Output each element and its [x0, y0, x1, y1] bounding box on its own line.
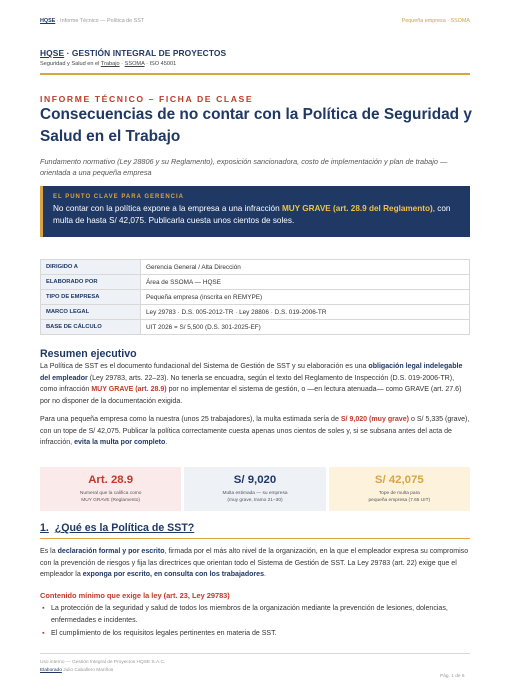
key-point-text [53, 203, 460, 227]
requirements-list [40, 603, 472, 642]
meta-table [40, 259, 470, 335]
table-row [41, 305, 470, 320]
brand-block [40, 48, 470, 67]
key-point-label: EL PUNTO CLAVE PARA GERENCIA [53, 194, 185, 200]
stat-value: Art. 28.9 [88, 474, 134, 486]
section-rule [40, 538, 470, 539]
bullet-marker: ▪ [42, 605, 45, 612]
footer-author-label: Elaborado [40, 668, 62, 673]
stat-card-cap [329, 467, 470, 511]
doc-subtitle: Fundamento normativo (Ley 28806 y su Reglamento), exposición sancionadora, costo de implementación y plan de trabajo — orientada a una pequeña empresa [40, 157, 448, 177]
section-1-subheading: Contenido mínimo que exige la ley (art. 23, Ley 29783) [40, 591, 230, 600]
meta-value: UIT 2026 = S/ 5,500 (D.S. 301-2025-EF) [141, 320, 470, 335]
section-1-heading [40, 522, 194, 534]
brand-prefix: HQSE [40, 48, 65, 58]
brand-sub-link2[interactable]: SSOMA [124, 61, 145, 67]
summary-paragraph-2 [40, 414, 472, 449]
text-run-red: S/ 9,020 (muy grave) [340, 416, 409, 423]
stat-caption [184, 490, 325, 504]
list-item [40, 628, 472, 640]
section-1-paragraph [40, 546, 472, 581]
text-run-bold: declaración formal y por escrito [57, 548, 165, 555]
list-item-text: El cumplimiento de los requisitos legales pertinentes en materia de SST. [51, 630, 277, 638]
stat-caption [40, 490, 181, 504]
stat-card-article [40, 467, 181, 511]
footer [40, 659, 165, 675]
brand-sub-mid: · [119, 61, 125, 67]
text-run: (Ley 29783, arts. 22–23). No tenerla se encuadra, según el texto del Reglamento de Inspección (D.S. 019-2006-TR), como infracción [40, 374, 455, 394]
meta-value: Gerencia General / Alta Dirección [141, 260, 470, 275]
list-item [40, 603, 472, 626]
meta-key: ELABORADO POR [41, 275, 141, 290]
brand-sep: · [64, 48, 72, 58]
text-run-red: MUY GRAVE (art. 28.9) [91, 386, 167, 394]
key-point-t2: , con multa de hasta S/ 42,075. Publicarla cuesta unos cientos de soles. [53, 204, 451, 225]
running-header-doc: · Informe Técnico — Política de SST [55, 18, 145, 24]
meta-key: TIPO DE EMPRESA [41, 290, 141, 305]
table-row [41, 290, 470, 305]
text-run: Es la [40, 548, 58, 555]
stat-value: S/ 42,075 [374, 474, 424, 486]
text-run: o S/ 5,335 (grave), con un tope de S/ 42,075. Publicar la política correctamente cuesta apenas unos cientos de soles y, si se subsana antes del acta de infracción, [40, 416, 470, 447]
running-header-left [40, 18, 144, 24]
brand-title [40, 48, 470, 58]
key-point-highlight: MUY GRAVE (art. 28.9 del Reglamento) [281, 204, 433, 213]
page-number: Pág. 1 de 6 [440, 674, 465, 679]
table-row [41, 320, 470, 335]
key-point-box [40, 186, 470, 237]
brand-subtitle [40, 61, 470, 67]
brand-name: GESTIÓN INTEGRAL DE PROYECTOS [71, 48, 227, 58]
table-row [41, 260, 470, 275]
text-run: . [165, 439, 168, 447]
section-title: ¿Qué es la Política de SST? [54, 522, 195, 534]
brand-sub-a: Seguridad y Salud en el [40, 61, 101, 67]
text-run: Para una pequeña empresa como la nuestra (unos 25 trabajadores), la multa estimada sería de [40, 416, 341, 423]
doc-title: Consecuencias de no contar con la Política de Seguridad y Salud en el Trabajo [40, 106, 472, 145]
running-header-right: Pequeña empresa · SSOMA [401, 18, 470, 24]
meta-value: Pequeña empresa (inscrita en REMYPE) [141, 290, 470, 305]
doc-kicker: INFORME TÉCNICO – FICHA DE CLASE [40, 94, 254, 104]
key-point-t1: No contar con la política expone a la empresa a una infracción [53, 204, 282, 213]
table-row [41, 275, 470, 290]
meta-value: Ley 29783 · D.S. 005-2012-TR · Ley 28806 · D.S. 019-2006-TR [141, 305, 470, 320]
meta-value: Área de SSOMA — HQSE [141, 275, 470, 290]
footer-author-name: Julio Caballero Mariños [61, 668, 114, 673]
caption-line: (muy grave, tramo 21–30) [227, 498, 283, 503]
stat-cards [40, 467, 470, 511]
stat-caption [329, 490, 470, 504]
stat-value: S/ 9,020 [233, 474, 277, 486]
text-run: La Política de SST es el documento fundacional del Sistema de Gestión de SST y su elaboración es una [40, 363, 369, 370]
caption-line: pequeña empresa (7.65 UIT) [368, 498, 431, 503]
section-number: 1. [40, 522, 49, 534]
list-item-text: La protección de la seguridad y salud de todos los miembros de la organización mediante la prevención de lesiones, dolencias, enfermedades e incidentes. [51, 605, 448, 624]
brand-sub-end: · ISO 45001 [144, 61, 177, 67]
text-run: , firmada por el más alto nivel de la organización, en la que el empleador expresa su compromiso con la prevención de riesgos y fija las directrices que orientan todo el Sistema de Gestión de SST. La Ley 29783 (art. 22) exige que el empleador la [40, 548, 469, 579]
meta-key: BASE DE CÁLCULO [41, 320, 141, 335]
text-run-bold: evita la multa por completo [74, 439, 166, 447]
header-rule [40, 73, 470, 75]
text-run: por no implementar el sistema de gestión, o —en lectura atenuada— como GRAVE (art. 27.6) por no disponer de la documentación exigida. [40, 386, 462, 406]
footer-author [40, 667, 165, 675]
caption-line: MUY GRAVE (Reglamento) [81, 498, 141, 503]
bullet-marker: ▪ [42, 630, 45, 638]
meta-key: MARCO LEGAL [41, 305, 141, 320]
stat-card-fine [184, 467, 325, 511]
text-run: . [264, 571, 266, 579]
summary-heading: Resumen ejecutivo [40, 348, 137, 360]
caption-line: Multa estimada — su empresa [222, 491, 288, 496]
footer-line: Uso interno — Gestión Integral de Proyectos HQSE S.A.C. [40, 660, 166, 665]
summary-paragraph-1 [40, 361, 472, 408]
text-run-bold: exponga por escrito, en consulta con los trabajadores [82, 571, 265, 579]
caption-line: Numeral que la califica como [79, 491, 142, 496]
running-header [40, 18, 470, 24]
running-header-brand: HQSE [40, 18, 56, 24]
caption-line: Tope de multa para [378, 491, 420, 496]
meta-key: DIRIGIDO A [41, 260, 141, 275]
text-run-bold: obligación legal indelegable del empleador [40, 363, 463, 382]
footer-rule [40, 653, 470, 654]
brand-sub-link1[interactable]: Trabajo [100, 61, 120, 67]
